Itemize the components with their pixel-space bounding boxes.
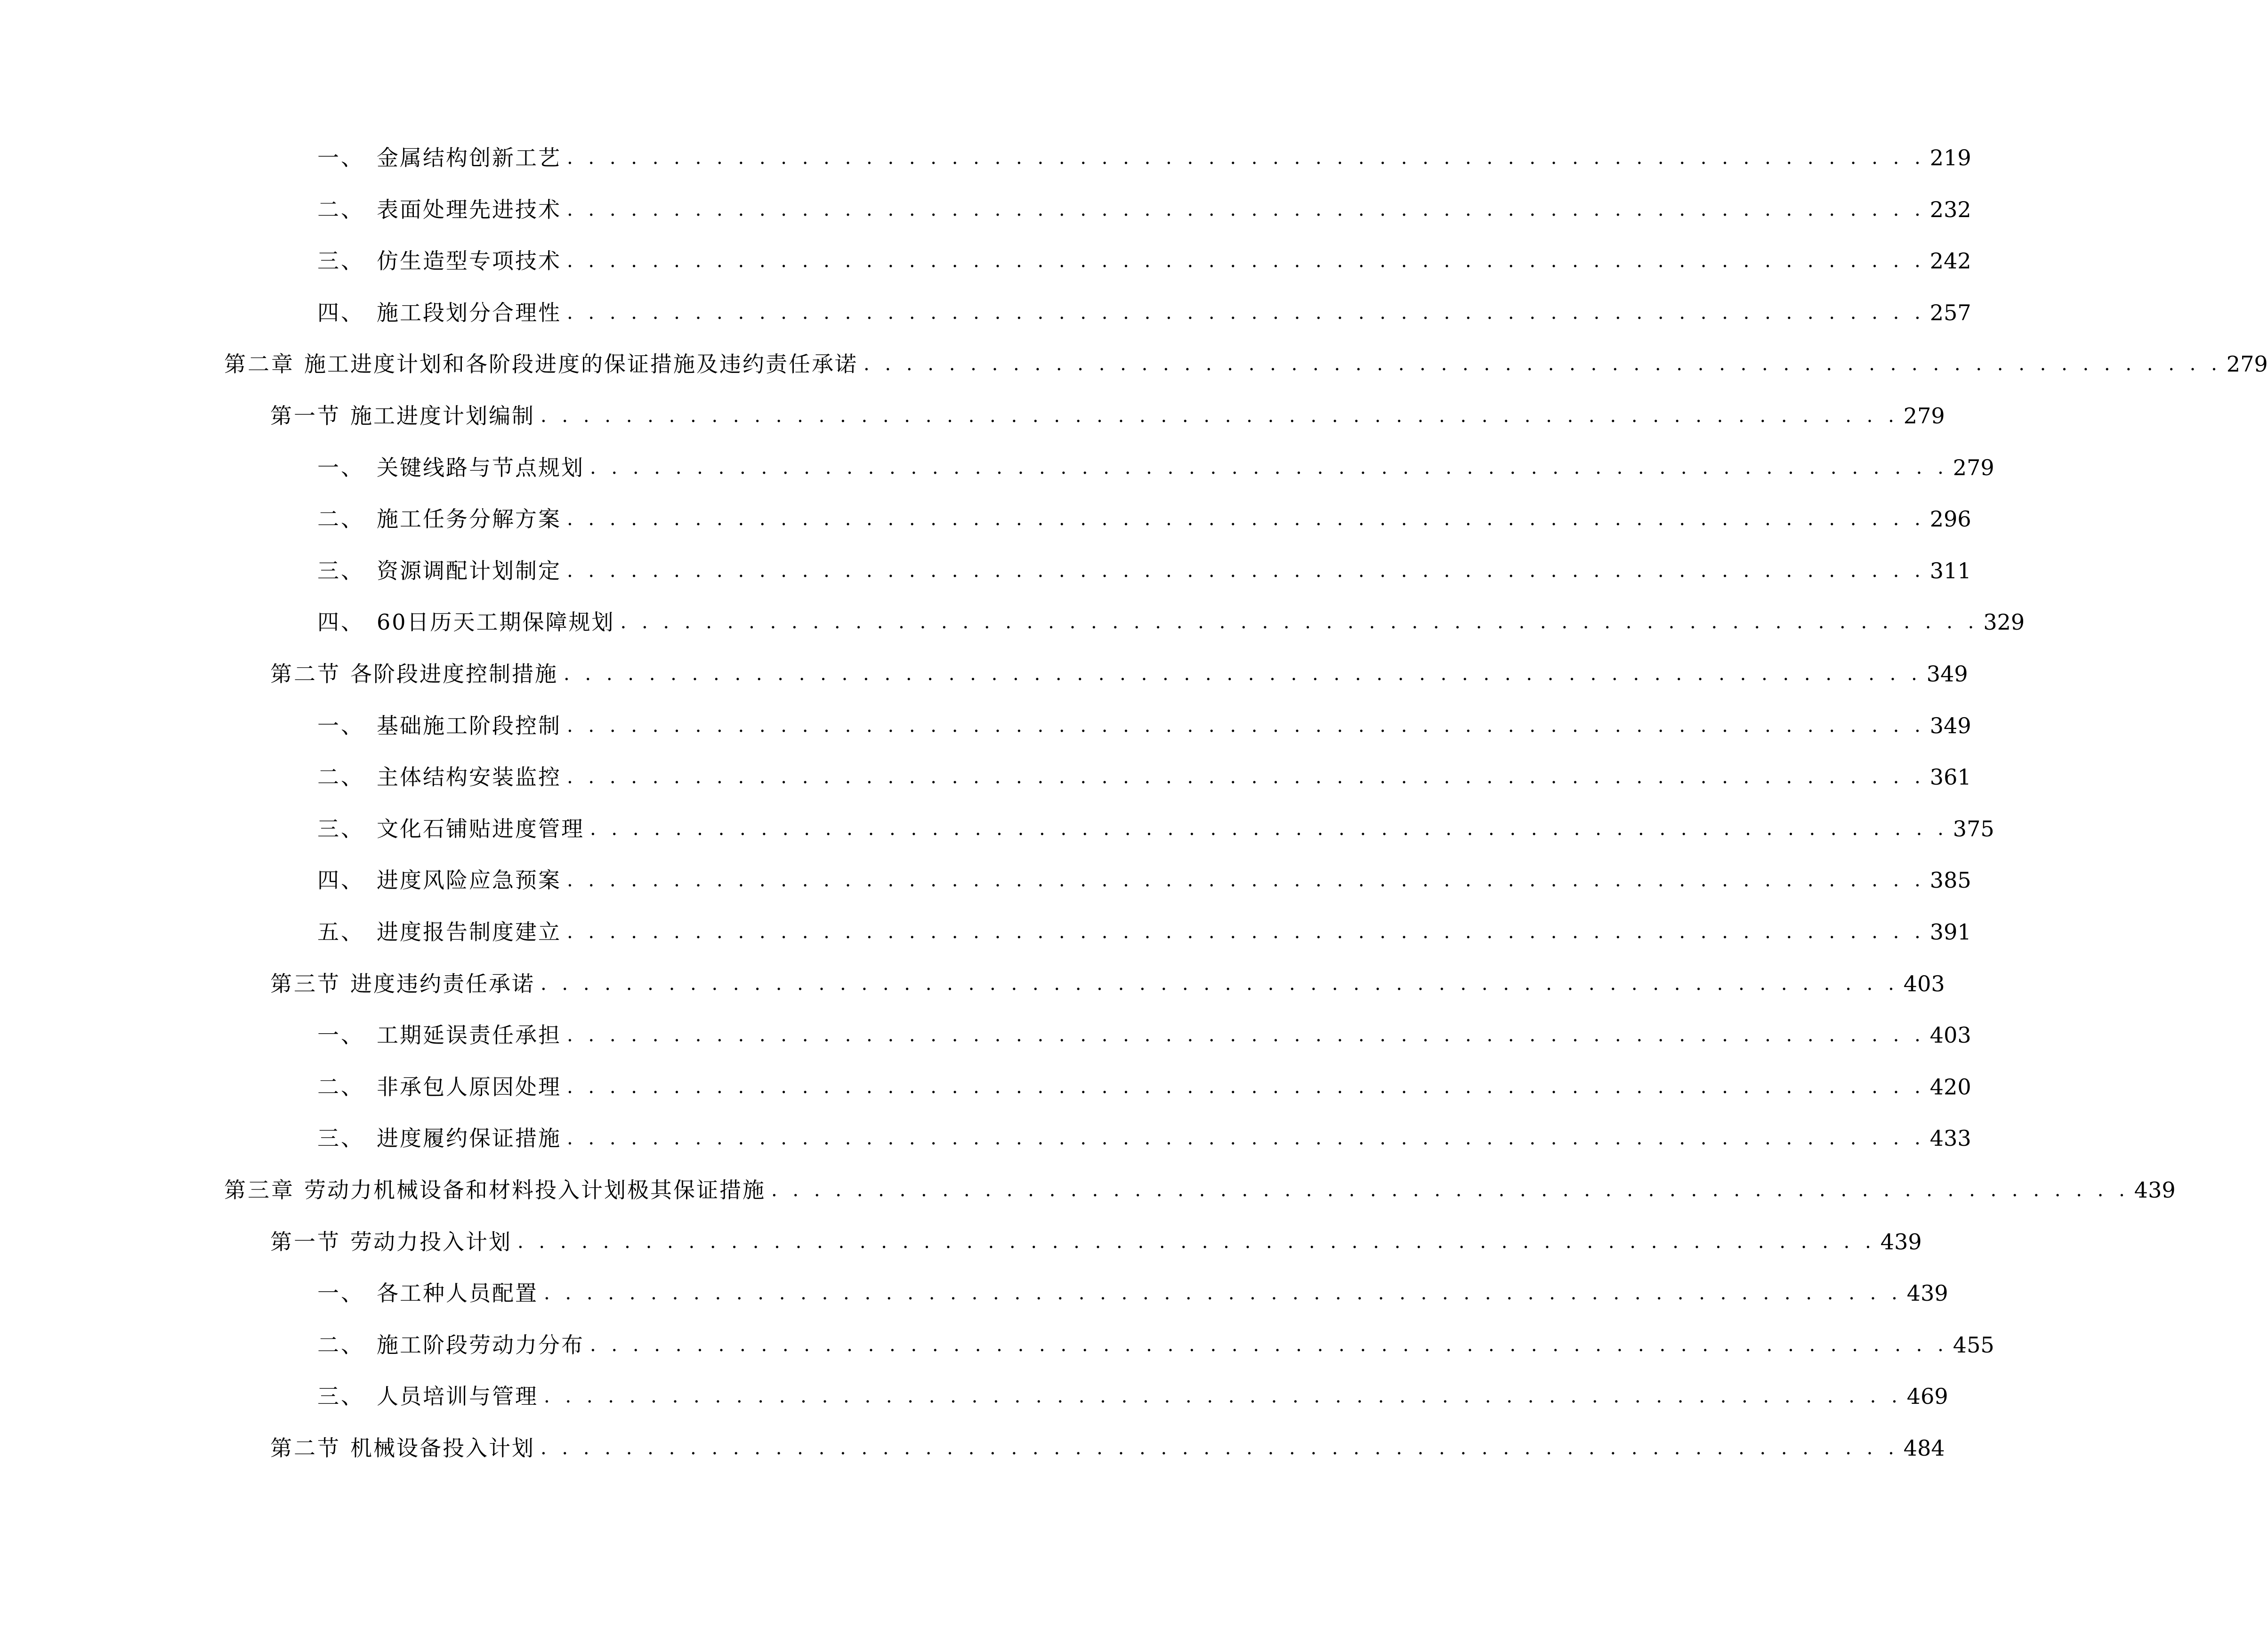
toc-dot-leader: . . . . . . . . . . . . . . . . . . . . . . . . . . . . . . . . . . . . . . . . . . . . . . . . . . . . . . . . . . . . . . . . [590, 456, 1948, 478]
toc-entry[interactable] [317, 195, 1971, 224]
toc-entry-page: 420 [1929, 1074, 1971, 1100]
toc-dot-leader: . . . . . . . . . . . . . . . . . . . . . . . . . . . . . . . . . . . . . . . . . . . . . . . . . . . . . . . . . . . . . . . . [590, 818, 1948, 840]
toc-entry-title: 60日历天工期保障规划 [377, 609, 615, 635]
toc-entry[interactable] [317, 866, 1971, 894]
toc-entry-page: 403 [1903, 971, 1945, 996]
toc-dot-leader: . . . . . . . . . . . . . . . . . . . . . . . . . . . . . . . . . . . . . . . . . . . . . . . . . . . . . . . . . . . . . . . . [864, 353, 2222, 375]
toc-dot-leader: . . . . . . . . . . . . . . . . . . . . . . . . . . . . . . . . . . . . . . . . . . . . . . . . . . . . . . . . . . . . . . . . [544, 1385, 1902, 1408]
toc-entry-title: 主体结构安装监控 [377, 764, 561, 790]
toc-entry[interactable] [224, 350, 2268, 378]
toc-entry-page: 403 [1929, 1022, 1971, 1048]
toc-entry-page: 257 [1929, 300, 1971, 325]
toc-dot-leader: . . . . . . . . . . . . . . . . . . . . . . . . . . . . . . . . . . . . . . . . . . . . . . . . . . . . . . . . . . . . . . . . [567, 147, 1925, 169]
toc-dot-leader: . . . . . . . . . . . . . . . . . . . . . . . . . . . . . . . . . . . . . . . . . . . . . . . . . . . . . . . . . . . . . . . . [567, 766, 1925, 788]
toc-entry[interactable] [317, 608, 2025, 636]
toc-entry-title: 人员培训与管理 [377, 1384, 538, 1409]
toc-entry-number: 一、 [317, 713, 364, 738]
toc-dot-leader: . . . . . . . . . . . . . . . . . . . . . . . . . . . . . . . . . . . . . . . . . . . . . . . . . . . . . . . . . . . . . . . . [567, 198, 1925, 220]
toc-entry-number: 第二章 [224, 351, 295, 377]
toc-entry[interactable] [317, 815, 1994, 843]
toc-entry-title: 各工种人员配置 [377, 1280, 538, 1306]
toc-entry-title: 金属结构创新工艺 [377, 145, 561, 170]
toc-dot-leader: . . . . . . . . . . . . . . . . . . . . . . . . . . . . . . . . . . . . . . . . . . . . . . . . . . . . . . . . . . . . . . . . [590, 1334, 1948, 1356]
toc-dot-leader: . . . . . . . . . . . . . . . . . . . . . . . . . . . . . . . . . . . . . . . . . . . . . . . . . . . . . . . . . . . . . . . . [567, 1024, 1925, 1046]
toc-entry-title: 进度风险应急预案 [377, 867, 561, 893]
toc-dot-leader: . . . . . . . . . . . . . . . . . . . . . . . . . . . . . . . . . . . . . . . . . . . . . . . . . . . . . . . . . . . . . . . . [620, 611, 1979, 633]
toc-dot-leader: . . . . . . . . . . . . . . . . . . . . . . . . . . . . . . . . . . . . . . . . . . . . . . . . . . . . . . . . . . . . . . . . [567, 508, 1925, 530]
toc-entry[interactable] [317, 1382, 1948, 1410]
toc-entry-title: 文化石铺贴进度管理 [377, 816, 584, 842]
toc-entry-title: 工期延误责任承担 [377, 1022, 561, 1048]
toc-entry-number: 二、 [317, 506, 364, 532]
toc-entry-number: 第三章 [224, 1177, 295, 1203]
toc-entry-title: 施工阶段劳动力分布 [377, 1332, 584, 1358]
toc-entry-number: 三、 [317, 1126, 364, 1151]
toc-entry[interactable] [270, 1228, 1922, 1256]
toc-dot-leader: . . . . . . . . . . . . . . . . . . . . . . . . . . . . . . . . . . . . . . . . . . . . . . . . . . . . . . . . . . . . . . . . [567, 1127, 1925, 1150]
toc-entry-number: 二、 [317, 1074, 364, 1100]
toc-entry-page: 329 [1983, 609, 2025, 635]
toc-entry-title: 劳动力投入计划 [350, 1229, 512, 1255]
toc-dot-leader: . . . . . . . . . . . . . . . . . . . . . . . . . . . . . . . . . . . . . . . . . . . . . . . . . . . . . . . . . . . . . . . . [541, 405, 1899, 427]
toc-entry-number: 四、 [317, 300, 364, 325]
toc-entry-title: 进度报告制度建立 [377, 919, 561, 945]
toc-entry[interactable] [317, 1279, 1948, 1307]
toc-entry-page: 279 [1953, 454, 1994, 480]
toc-entry-page: 484 [1903, 1435, 1945, 1461]
toc-entry-page: 349 [1929, 713, 1971, 738]
toc-entry-title: 施工段划分合理性 [377, 300, 561, 325]
toc-entry-page: 439 [2134, 1177, 2176, 1203]
toc-entry-page: 391 [1929, 919, 1971, 945]
toc-entry-page: 361 [1929, 764, 1971, 790]
toc-dot-leader: . . . . . . . . . . . . . . . . . . . . . . . . . . . . . . . . . . . . . . . . . . . . . . . . . . . . . . . . . . . . . . . . [567, 1076, 1925, 1098]
toc-entry[interactable] [317, 144, 1971, 172]
toc-entry-page: 455 [1953, 1332, 1994, 1358]
toc-entry-number: 二、 [317, 196, 364, 222]
toc-entry[interactable] [270, 660, 1968, 688]
toc-entry-page: 439 [1880, 1229, 1922, 1255]
toc-entry-title: 各阶段进度控制措施 [350, 661, 558, 687]
toc-entry[interactable] [317, 918, 1971, 946]
toc-entry-page: 375 [1953, 816, 1994, 842]
toc-entry-number: 三、 [317, 816, 364, 842]
toc-entry-page: 349 [1926, 661, 1968, 687]
toc-entry-number: 一、 [317, 1280, 364, 1306]
toc-dot-leader: . . . . . . . . . . . . . . . . . . . . . . . . . . . . . . . . . . . . . . . . . . . . . . . . . . . . . . . . . . . . . . . . [567, 559, 1925, 582]
toc-dot-leader: . . . . . . . . . . . . . . . . . . . . . . . . . . . . . . . . . . . . . . . . . . . . . . . . . . . . . . . . . . . . . . . . [541, 972, 1899, 995]
toc-entry-number: 第一节 [270, 1229, 341, 1255]
toc-entry[interactable] [317, 247, 1971, 275]
toc-dot-leader: . . . . . . . . . . . . . . . . . . . . . . . . . . . . . . . . . . . . . . . . . . . . . . . . . . . . . . . . . . . . . . . . [567, 869, 1925, 891]
toc-entry[interactable] [270, 402, 1945, 430]
toc-dot-leader: . . . . . . . . . . . . . . . . . . . . . . . . . . . . . . . . . . . . . . . . . . . . . . . . . . . . . . . . . . . . . . . . [567, 714, 1925, 737]
toc-dot-leader: . . . . . . . . . . . . . . . . . . . . . . . . . . . . . . . . . . . . . . . . . . . . . . . . . . . . . . . . . . . . . . . . [567, 250, 1925, 272]
toc-entry-number: 第二节 [270, 661, 341, 687]
toc-entry-title: 关键线路与节点规划 [377, 454, 584, 480]
toc-entry-number: 二、 [317, 764, 364, 790]
toc-entry-number: 四、 [317, 609, 364, 635]
toc-dot-leader: . . . . . . . . . . . . . . . . . . . . . . . . . . . . . . . . . . . . . . . . . . . . . . . . . . . . . . . . . . . . . . . . [567, 921, 1925, 943]
toc-entry-page: 385 [1929, 867, 1971, 893]
toc-entry[interactable] [317, 763, 1971, 791]
toc-entry[interactable] [317, 712, 1971, 740]
toc-entry-page: 469 [1906, 1384, 1948, 1409]
toc-entry-page: 232 [1929, 196, 1971, 222]
toc-entry-title: 施工任务分解方案 [377, 506, 561, 532]
toc-entry-title: 施工进度计划和各阶段进度的保证措施及违约责任承诺 [304, 351, 858, 377]
toc-entry-title: 劳动力机械设备和材料投入计划极其保证措施 [304, 1177, 766, 1203]
toc-entry-number: 一、 [317, 1022, 364, 1048]
toc-entry-number: 一、 [317, 145, 364, 170]
toc-entry-title: 表面处理先进技术 [377, 196, 561, 222]
toc-entry-number: 五、 [317, 919, 364, 945]
toc-entry-number: 第二节 [270, 1435, 341, 1461]
toc-entry[interactable] [224, 1176, 2176, 1204]
toc-entry[interactable] [317, 1073, 1971, 1101]
toc-entry-number: 第三节 [270, 971, 341, 996]
toc-entry[interactable] [317, 1021, 1971, 1049]
toc-dot-leader: . . . . . . . . . . . . . . . . . . . . . . . . . . . . . . . . . . . . . . . . . . . . . . . . . . . . . . . . . . . . . . . . [771, 1179, 2130, 1201]
toc-entry[interactable] [317, 1124, 1971, 1152]
toc-entry-number: 三、 [317, 1384, 364, 1409]
toc-dot-leader: . . . . . . . . . . . . . . . . . . . . . . . . . . . . . . . . . . . . . . . . . . . . . . . . . . . . . . . . . . . . . . . . [564, 663, 1922, 685]
toc-entry-page: 242 [1929, 248, 1971, 274]
toc-entry[interactable] [317, 505, 1971, 533]
toc-entry-number: 四、 [317, 867, 364, 893]
toc-entry[interactable] [317, 453, 1994, 482]
toc-entry-page: 439 [1906, 1280, 1948, 1306]
toc-entry-title: 进度违约责任承诺 [350, 971, 535, 996]
toc-entry[interactable] [317, 1331, 1994, 1359]
toc-entry[interactable] [317, 299, 1971, 327]
toc-entry[interactable] [270, 970, 1945, 998]
toc-entry-title: 进度履约保证措施 [377, 1126, 561, 1151]
toc-entry-title: 资源调配计划制定 [377, 558, 561, 583]
toc-entry-title: 施工进度计划编制 [350, 403, 535, 429]
toc-entry-title: 非承包人原因处理 [377, 1074, 561, 1100]
toc-dot-leader: . . . . . . . . . . . . . . . . . . . . . . . . . . . . . . . . . . . . . . . . . . . . . . . . . . . . . . . . . . . . . . . . [517, 1231, 1876, 1253]
toc-entry-page: 279 [2226, 351, 2268, 377]
toc-dot-leader: . . . . . . . . . . . . . . . . . . . . . . . . . . . . . . . . . . . . . . . . . . . . . . . . . . . . . . . . . . . . . . . . [544, 1282, 1902, 1304]
toc-entry[interactable] [317, 557, 1971, 585]
toc-entry-number: 三、 [317, 248, 364, 274]
toc-entry-page: 311 [1929, 558, 1971, 583]
toc-entry-title: 仿生造型专项技术 [377, 248, 561, 274]
toc-entry-title: 机械设备投入计划 [350, 1435, 535, 1461]
toc-entry-page: 279 [1903, 403, 1945, 429]
toc-entry-number: 三、 [317, 558, 364, 583]
toc-entry-title: 基础施工阶段控制 [377, 713, 561, 738]
toc-dot-leader: . . . . . . . . . . . . . . . . . . . . . . . . . . . . . . . . . . . . . . . . . . . . . . . . . . . . . . . . . . . . . . . . [541, 1437, 1899, 1459]
toc-entry[interactable] [270, 1434, 1945, 1462]
toc-entry-number: 二、 [317, 1332, 364, 1358]
toc-entry-page: 219 [1929, 145, 1971, 170]
toc-entry-page: 296 [1929, 506, 1971, 532]
toc-entry-number: 一、 [317, 454, 364, 480]
toc-entry-number: 第一节 [270, 403, 341, 429]
toc-dot-leader: . . . . . . . . . . . . . . . . . . . . . . . . . . . . . . . . . . . . . . . . . . . . . . . . . . . . . . . . . . . . . . . . [567, 301, 1925, 324]
toc-entry-page: 433 [1929, 1126, 1971, 1151]
